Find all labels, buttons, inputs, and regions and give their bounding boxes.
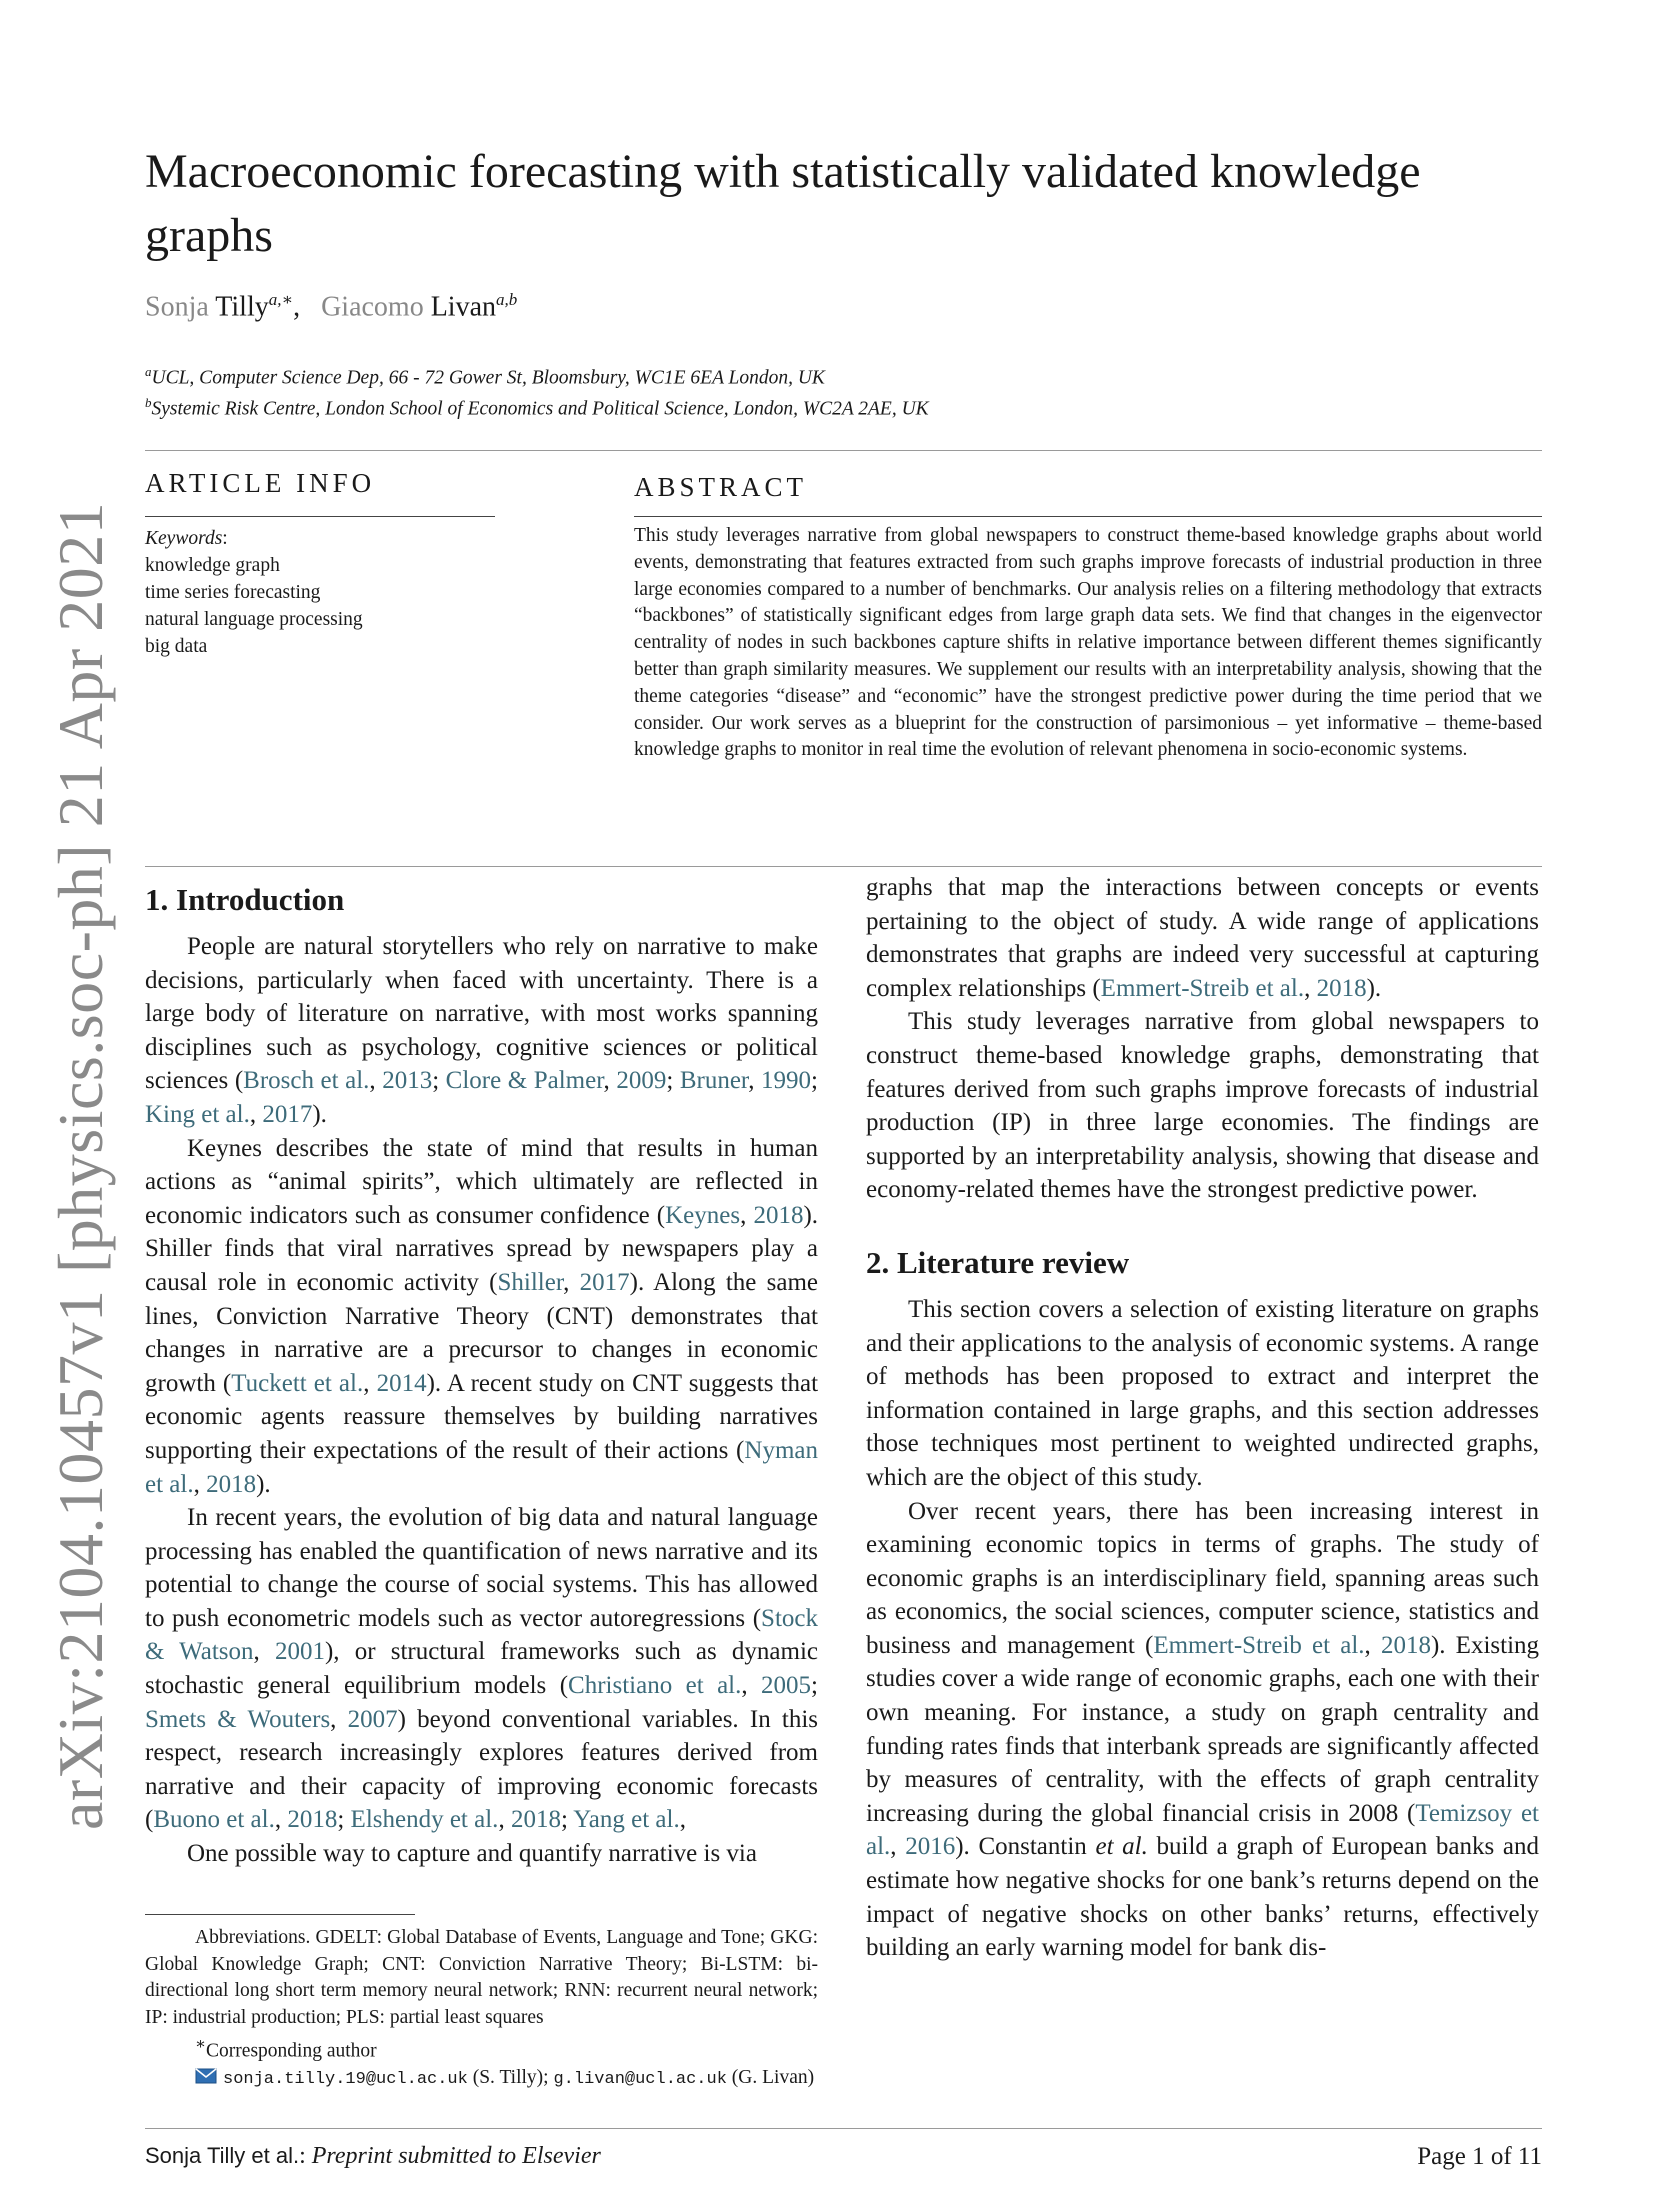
divider [145,866,1542,867]
author-affiliation-mark: a,∗ [268,290,294,309]
arxiv-stamp: arXiv:2104.10457v1 [physics.soc-ph] 21 Apr 2021 [45,501,116,1830]
author-first-name: Giacomo [321,291,424,323]
citation-link[interactable]: 2018 [753,1201,804,1229]
citation-link[interactable]: 2018 [1380,1631,1431,1659]
divider [634,516,1542,517]
affiliation-text: Systemic Risk Centre, London School of Economics and Political Science, London, WC2A 2AE, UK [151,398,929,420]
footnotes [145,1925,818,2094]
paragraph: People are natural storytellers who rely on narrative to make decisions, particularly when faced with uncertainty. There is a large body of literature on narrative, with most works spanning disciplines such as psychology, cognitive sciences or political sciences (Brosch et al., 2013; Clore & Palmer, 2009; Bruner, 1990; King et al., 2017). [145,933,818,1128]
citation-link[interactable]: 1990 [761,1067,812,1095]
citation-link[interactable]: Elshendy et al. [350,1806,499,1834]
paragraph: graphs that map the interactions between concepts or events pertaining to the object of study. A wide range of applications demonstrates that graphs are indeed very successful at capturing complex relationships (Emmert-Streib et al., 2018). [866,874,1539,1002]
section-heading: 1. Introduction [145,882,345,917]
affiliation [145,364,825,390]
keyword: knowledge graph [145,555,280,576]
citation-link[interactable]: 2018 [206,1470,257,1498]
footnote-rule [145,1914,415,1915]
citation-link[interactable]: Brosch et al. [243,1067,370,1095]
divider [145,450,1542,451]
citation-link[interactable]: 2007 [347,1705,398,1733]
author-last-name: Tilly [215,291,269,323]
paragraph: Over recent years, there has been increasing interest in examining economic topics in terms of graphs. The study of economic graphs is an interdisciplinary field, spanning areas such as economics, the social sciences, computer science, statistics and business and management (Emmert-Streib et al., 2018). Existing studies cover a wide range of economic graphs, each one with their own meaning. For instance, a study on graph centrality and funding rates finds that interbank spreads are significantly affected by measures of centrality, with the effects of graph centrality increasing during the global financial crisis in 2008 (Temizsoy et al., 2016). Constantin et al. build a graph of European banks and estimate how negative shocks for one bank’s returns depend on the impact of negative shocks on other banks’ returns, effectively building an early warning model for bank dis- [866,1497,1540,1962]
footer-rule [145,2128,1542,2129]
citation-link[interactable]: Emmert-Streib et al. [1153,1631,1365,1659]
citation-link[interactable]: 2018 [510,1806,561,1834]
citation-link[interactable]: Bruner [679,1067,749,1095]
citation-link[interactable]: 2009 [616,1067,667,1095]
section-heading: 2. Literature review [866,1244,1130,1280]
paper-title: Macroeconomic forecasting with statistically validated knowledge graphs [145,145,1421,262]
email-footnote: sonja.tilly.19@ucl.ac.uk (S. Tilly); g.livan@ucl.ac.uk (G. Livan) [145,2065,818,2094]
citation-link[interactable]: 2016 [905,1833,956,1861]
citation-link[interactable]: 2017 [579,1268,630,1296]
article-info-heading: ARTICLE INFO [145,468,376,498]
affiliation-text: UCL, Computer Science Dep, 66 - 72 Gower St, Bloomsbury, WC1E 6EA London, UK [151,367,825,389]
arxiv-stamp-container [35,501,116,1830]
citation-link[interactable]: 2018 [1316,974,1367,1002]
citation-link[interactable]: Shiller [497,1268,564,1296]
author-affiliation-mark: a,b [496,290,518,309]
paragraph: This study leverages narrative from global newspapers to construct theme-based knowledge graphs, demonstrating that features derived from such graphs improve forecasts of industrial production (IP) in three large economies. The findings are supported by an interpretability analysis, showing that disease and economy-related themes have the strongest predictive power. [866,1008,1539,1204]
paragraph: One possible way to capture and quantify narrative is via [187,1840,757,1868]
paragraph: In recent years, the evolution of big data and natural language processing has enabled the quantification of news narrative and its potential to change the course of social systems. This has allowed to push econometric models such as vector autoregressions (Stock & Watson, 2001), or structural frameworks such as dynamic stochastic general equilibrium models (Christiano et al., 2005; Smets & Wouters, 2007) beyond conventional variables. In this respect, research increasingly explores features derived from narrative and their capacity of improving economic forecasts (Buono et al., 2018; Elshendy et al., 2018; Yang et al., [145,1504,819,1834]
citation-link[interactable]: 2017 [262,1100,313,1128]
citation-link[interactable]: Temizsoy et al. [866,1799,1539,1861]
citation-link[interactable]: Yang et al. [573,1806,680,1834]
citation-link[interactable]: 2018 [287,1806,338,1834]
keyword: big data [145,636,208,657]
abbreviations-footnote: Abbreviations. GDELT: Global Database of Events, Language and Tone; GKG: Global Knowledge Graph; CNT: Conviction Narrative Theory; Bi-LSTM: bi-directional long short term memory neural network; RNN: recurrent neural network; IP: industrial production; PLS: partial least squares [145,1927,818,2028]
author-last-name: Livan [430,291,497,323]
citation-link[interactable]: Buono et al. [153,1806,275,1834]
citation-link[interactable]: Christiano et al. [568,1672,742,1700]
citation-link[interactable]: Tuckett et al. [231,1369,364,1397]
citation-link[interactable]: Smets & Wouters [145,1705,331,1733]
author-first-name: Sonja [145,291,209,323]
abstract-text: This study leverages narrative from global newspapers to construct theme-based knowledge graphs about world events, demonstrating that features extracted from such graphs improve forecasts of industrial production in three large economies compared to a number of benchmarks. Our analysis relies on a filtering methodology that extracts “backbones” of statistically significant edges from large graph data sets. We find that changes in the eigenvector centrality of nodes in such backbones capture shifts in relative importance between different themes significantly better than graph similarity measures. We supplement our results with an interpretability analysis, showing that the theme categories “disease” and “economic” have the strongest predictive power during the time period that we consider. Our work serves as a blueprint for the construction of parsimonious – yet informative – theme-based knowledge graphs to monitor in real time the evolution of relevant phenomena in socio-economic systems. [634,525,1542,761]
email-link[interactable]: g.livan@ucl.ac.uk [553,2070,727,2089]
keywords-block: Keywords: knowledge graph time series forecasting natural language processing big data [145,525,363,660]
email-link[interactable]: sonja.tilly.19@ucl.ac.uk [223,2070,468,2089]
footer-authors: Sonja Tilly et al. [145,2143,300,2168]
keyword: natural language processing [145,609,363,630]
affiliation [145,395,929,421]
footer-venue: Preprint submitted to Elsevier [311,2143,601,2169]
citation-link[interactable]: King et al. [145,1100,250,1128]
author-list: Sonja Tilly$^{a,∗}$, Giacomo Livan$^{a,b}$ [145,290,518,323]
citation-link[interactable]: 2014 [376,1369,427,1397]
envelope-icon [195,2068,217,2084]
citation-link[interactable]: Clore & Palmer [445,1067,604,1095]
divider [145,516,495,517]
citation-link[interactable]: Stock & Watson [145,1604,818,1666]
citation-link[interactable]: Keynes [665,1201,741,1229]
abstract-heading: ABSTRACT [634,472,808,502]
paragraph: This section covers a selection of existing literature on graphs and their applications to the analysis of economic systems. A range of methods has been proposed to extract and interpret the information contained in large graphs, and this section addresses those techniques most pertinent to weighted undirected graphs, which are the object of this study. [866,1295,1539,1491]
corresponding-footnote: ∗Corresponding author [195,2035,377,2062]
keywords-label: Keywords [145,528,223,549]
citation-link[interactable]: 2001 [274,1638,325,1666]
left-column [145,880,818,1871]
right-column [866,871,1539,1965]
affiliation-mark: a [145,364,152,379]
footer-left: Sonja Tilly et al.: Preprint submitted to Elsevier [145,2143,601,2169]
page-number: Page 1 of 11 [1417,2143,1542,2170]
citation-link[interactable]: Nyman et al. [145,1436,818,1498]
citation-link[interactable]: 2013 [382,1067,433,1095]
citation-link[interactable]: 2005 [761,1672,812,1700]
keyword: time series forecasting [145,582,321,603]
affiliation-mark: b [145,395,152,410]
citation-link[interactable]: Emmert-Streib et al. [1100,974,1305,1002]
paragraph: Keynes describes the state of mind that results in human actions as “animal spirits”, which ultimately are reflected in economic indicators such as consumer confidence (Keynes, 2018). Shiller finds that viral narratives spread by newspapers play a causal role in economic activity (Shiller, 2017). Along the same lines, Conviction Narrative Theory (CNT) demonstrates that changes in narrative are a precursor to changes in economic growth (Tuckett et al., 2014). A recent study on CNT suggests that economic agents reassure themselves by building narratives supporting their expectations of the result of their actions (Nyman et al., 2018). [145,1134,819,1498]
